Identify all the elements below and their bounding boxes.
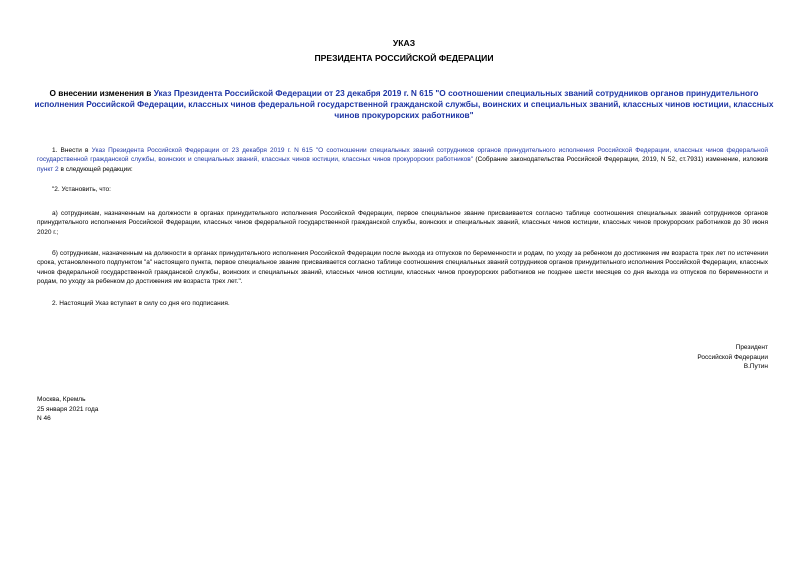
document-issuer: ПРЕЗИДЕНТА РОССИЙСКОЙ ФЕДЕРАЦИИ (314, 53, 494, 63)
paragraph-1 (37, 146, 768, 174)
p1-prefix: 1. Внести в (52, 147, 92, 154)
p5-text: 2. Настоящий Указ вступает в силу со дня его подписания. (52, 300, 230, 307)
footer-number: N 46 (37, 415, 51, 422)
document-title: УКАЗ (392, 38, 416, 48)
p1-decree-link[interactable]: Указ Президента Российской Федерации от 23 декабря 2019 г. N 615 "О соотношении специальных званий сотрудников органов принудительного исполнения Российской Федерации, классных чинов федеральной государственной гражданской службы, воинских и специальных званий, классных чинов юстиции, классных чинов прокурорских работников" (37, 147, 768, 164)
p4-text: б) сотрудникам, назначенным на должности в органах принудительного исполнения Российской Федерации после выхода из отпусков по беременности и родам, по уходу за ребенком до достижения им возраста трех лет по истечении срока, установленного подпунктом "а" настоящего пункта, первое специальное звание присваивается согласно таблице соотношения специальных званий сотрудников органов принудительного исполнения Российской Федерации, классных чинов федеральной государственной гражданской службы, воинских и специальных званий, классных чинов юстиции, классных чинов прокурорских работников не позднее шести месяцев со дня выхода из отпусков по беременности и родам, по уходу за ребенком до достижения им возраста трех лет.". (37, 250, 768, 285)
p1-middle: (Собрание законодательства Российской Федерации, 2019, N 52, ст.7931) изменение, изложив (473, 156, 768, 164)
paragraph-3 (37, 209, 768, 237)
paragraph-5 (37, 299, 768, 308)
signature-name: В.Путин (743, 363, 768, 370)
p3-text: а) сотрудникам, назначенным на должности в органах принудительного исполнения Российской Федерации, первое специальное звание присваивается согласно таблице соотношения специальных званий сотрудников органов принудительного исполнения Российской Федерации, классных чинов федеральной государственной гражданской службы, воинских и специальных званий, классных чинов юстиции, классных чинов прокурорских работников до 30 июня 2020 г.; (37, 210, 768, 236)
p1-suffix: в следующей редакции: (58, 165, 133, 173)
signature-block (697, 343, 768, 372)
footer-place: Москва, Кремль (37, 396, 86, 403)
subtitle-decree-link[interactable]: Указ Президента Российской Федерации от 23 декабря 2019 г. N 615 "О соотношении специальных званий сотрудников органов принудительного исполнения Российской Федерации, классных чинов федеральной государственной гражданской службы, воинских и специальных званий, классных чинов юстиции, классных чинов прокурорских работников" (34, 88, 774, 121)
subtitle-prefix: О внесении изменения в (49, 88, 154, 98)
footer-block (37, 395, 98, 424)
signature-position: Президент (735, 344, 768, 351)
footer-date: 25 января 2021 года (37, 405, 99, 413)
p1-point-2-link[interactable]: пункт 2 (37, 165, 59, 173)
paragraph-4 (37, 249, 768, 286)
document-subtitle (24, 88, 784, 122)
p2-text: "2. Установить, что: (52, 186, 111, 193)
signature-country: Российской Федерации (697, 353, 768, 361)
paragraph-2 (37, 185, 768, 194)
